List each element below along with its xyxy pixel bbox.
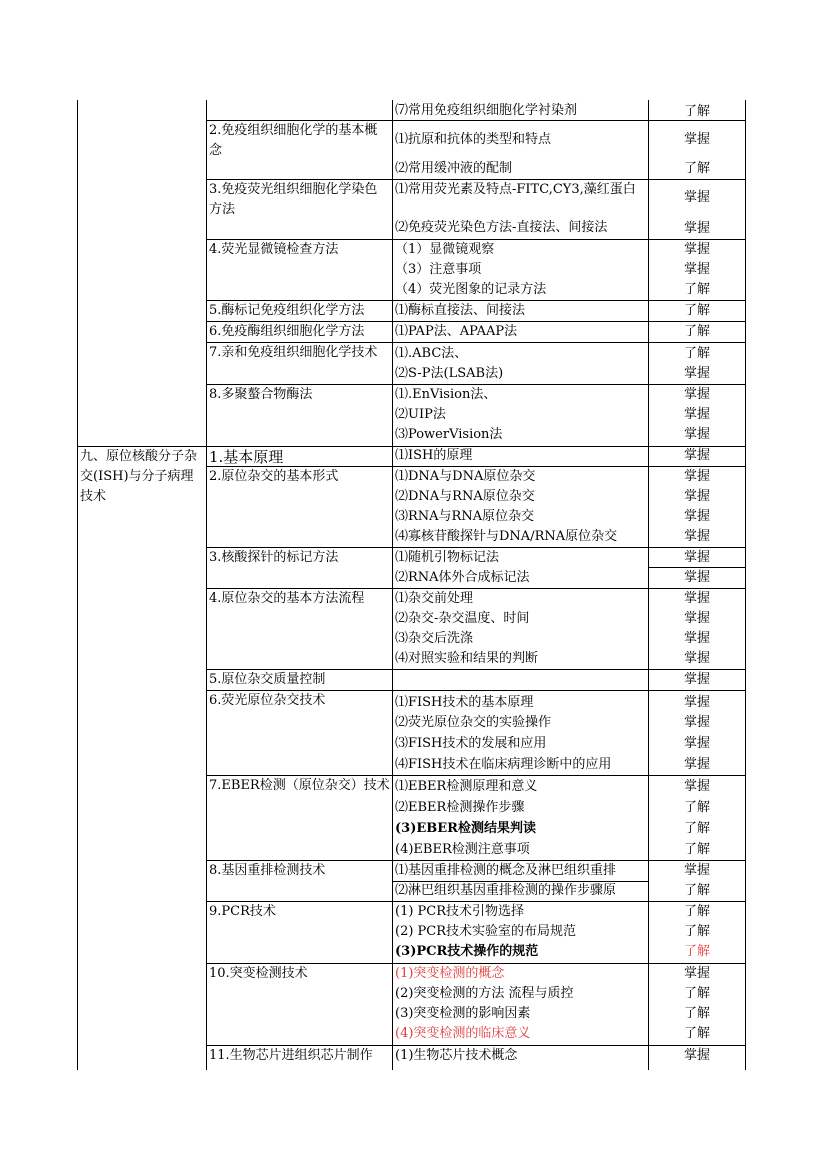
level-badge: 了解 (683, 161, 710, 176)
content-item: (2) PCR技术实验室的布局规范 (395, 924, 577, 939)
content-item: ⑴常用荧光素及特点-FITC,CY3,藻红蛋白 (395, 182, 636, 197)
content-item: ⑴基因重排检测的概念及淋巴组织重排 (395, 863, 617, 878)
level-badge: 掌握 (683, 407, 710, 422)
content-item: （3）注意事项 (395, 262, 482, 277)
content-item: ⑵RNA体外合成标记法 (395, 570, 530, 585)
topic-label: 10.突变检测技术 (209, 966, 308, 981)
level-badge: 掌握 (683, 863, 710, 878)
content-item: ⑷FISH技术在临床病理诊断中的应用 (395, 757, 612, 772)
level-badge: 掌握 (683, 651, 710, 666)
content-item: ⑵淋巴组织基因重排检测的操作步骤原 (395, 883, 617, 898)
content-item: ⑵EBER检测操作步骤 (395, 800, 525, 815)
level-badge: 掌握 (683, 736, 710, 751)
level-badge: 了解 (683, 883, 710, 898)
topic-label: 1.基本原理 (209, 448, 284, 466)
content-item: ⑵免疫荧光染色方法-直接法、间接法 (395, 220, 608, 235)
level-badge: 掌握 (683, 611, 710, 626)
content-item: ⑴酶标直接法、间接法 (395, 303, 526, 318)
level-badge: 掌握 (683, 190, 710, 205)
level-badge: 掌握 (683, 672, 710, 687)
level-badge: 掌握 (683, 427, 710, 442)
topic-label: 4.荧光显微镜检查方法 (209, 242, 339, 257)
level-badge: 了解 (683, 324, 710, 339)
topic-label: 6.免疫酶组织细胞化学方法 (209, 324, 365, 339)
topic-label: 2.免疫组织细胞化学的基本概念 (209, 123, 378, 158)
level-badge: 掌握 (683, 1048, 710, 1063)
topic-label: 2.原位杂交的基本形式 (209, 469, 339, 484)
level-badge: 掌握 (683, 779, 710, 794)
content-item: ⑷寡核苷酸探针与DNA/RNA原位杂交 (395, 529, 618, 544)
level-badge: 掌握 (683, 469, 710, 484)
level-badge: 掌握 (683, 529, 710, 544)
content-item: ⑴EBER检测原理和意义 (395, 779, 538, 794)
content-item: ⑴ISH的原理 (395, 448, 473, 463)
content-item: ⑶PowerVision法 (395, 427, 503, 442)
content-item: （4）荧光图象的记录方法 (395, 282, 547, 297)
content-item: ⑵UIP法 (395, 407, 446, 422)
content-item: (4)突变检测的临床意义 (395, 1026, 531, 1041)
level-badge: 了解 (683, 104, 710, 119)
level-badge: 了解 (683, 346, 710, 361)
content-item: ⑵S-P法(LSAB法) (395, 366, 504, 381)
content-item: ⑺常用免疫组织细胞化学衬染剂 (395, 103, 578, 118)
level-badge: 掌握 (683, 387, 710, 402)
content-item: ⑴FISH技术的基本原理 (395, 695, 534, 710)
content-item: (3)PCR技术操作的规范 (395, 944, 539, 959)
topic-label: 11.生物芯片进组织芯片制作 (209, 1048, 373, 1063)
col-border-left (77, 100, 78, 1070)
col-border-2 (392, 100, 393, 1070)
topic-label: 3.核酸探针的标记方法 (209, 550, 339, 565)
level-badge: 掌握 (683, 366, 710, 381)
level-badge: 了解 (683, 800, 710, 815)
topic-label: 8.多聚螯合物酶法 (209, 387, 313, 402)
level-badge: 掌握 (683, 757, 710, 772)
level-badge: 了解 (683, 1026, 710, 1041)
level-badge: 掌握 (683, 591, 710, 606)
level-badge: 掌握 (683, 262, 710, 277)
level-badge: 了解 (683, 1006, 710, 1021)
topic-label: 8.基因重排检测技术 (209, 863, 326, 878)
level-badge: 了解 (683, 821, 710, 836)
level-badge: 了解 (683, 904, 710, 919)
level-badge: 掌握 (683, 715, 710, 730)
topic-label: 7.EBER检测（原位杂交）技术 (209, 778, 390, 793)
level-badge: 了解 (683, 944, 710, 959)
content-item: ⑴PAP法、APAAP法 (395, 324, 518, 339)
level-badge: 掌握 (683, 448, 710, 463)
content-item: ⑴杂交前处理 (395, 591, 474, 606)
level-badge: 了解 (683, 303, 710, 318)
content-item: ⑵常用缓冲液的配制 (395, 161, 513, 176)
content-item: (3)EBER检测结果判读 (395, 821, 536, 836)
level-badge: 掌握 (683, 221, 710, 236)
level-badge: 了解 (683, 842, 710, 857)
content-item: ⑷对照实验和结果的判断 (395, 651, 539, 666)
content-item: ⑵杂交-杂交温度、时间 (395, 611, 530, 626)
level-badge: 掌握 (683, 570, 710, 585)
content-item: ⑵DNA与RNA原位杂交 (395, 489, 535, 504)
col-border-1 (206, 100, 207, 1070)
level-badge: 掌握 (683, 550, 710, 565)
content-item: (3)突变检测的影响因素 (395, 1006, 531, 1021)
content-item: (1) PCR技术引物选择 (395, 904, 525, 919)
level-badge: 掌握 (683, 242, 710, 257)
content-item: (1)突变检测的概念 (395, 966, 505, 981)
content-item: ⑶杂交后洗涤 (395, 631, 474, 646)
topic-label: 9.PCR技术 (209, 904, 276, 919)
level-badge: 了解 (683, 924, 710, 939)
topic-label: 3.免疫荧光组织细胞化学染色方法 (209, 182, 378, 217)
topic-label: 7.亲和免疫组织细胞化学技术 (209, 345, 378, 360)
content-item: ⑶FISH技术的发展和应用 (395, 736, 547, 751)
content-item: ⑴.ABC法、 (395, 346, 468, 361)
content-item: ⑴随机引物标记法 (395, 550, 500, 565)
topic-label: 4.原位杂交的基本方法流程 (209, 591, 365, 606)
level-badge: 掌握 (683, 631, 710, 646)
content-item: ⑴抗原和抗体的类型和特点 (395, 132, 552, 147)
level-badge: 掌握 (683, 489, 710, 504)
content-item: （1）显微镜观察 (395, 242, 495, 257)
level-badge: 掌握 (683, 695, 710, 710)
content-item: ⑶RNA与RNA原位杂交 (395, 509, 535, 524)
content-item: (4)EBER检测注意事项 (395, 842, 530, 857)
level-badge: 了解 (683, 282, 710, 297)
level-badge: 掌握 (683, 509, 710, 524)
level-badge: 了解 (683, 986, 710, 1001)
content-item: ⑴DNA与DNA原位杂交 (395, 469, 536, 484)
content-item: (2)突变检测的方法 流程与质控 (395, 986, 574, 1001)
topic-label: 5.酶标记免疫组织化学方法 (209, 303, 365, 318)
topic-label: 5.原位杂交质量控制 (209, 672, 326, 687)
level-badge: 掌握 (683, 966, 710, 981)
level-badge: 掌握 (683, 132, 710, 147)
section-title: 九、原位核酸分子杂交(ISH)与分子病理技术 (80, 449, 198, 504)
content-item: ⑴.EnVision法、 (395, 387, 497, 402)
topic-label: 6.荧光原位杂交技术 (209, 693, 326, 708)
content-item: ⑵荧光原位杂交的实验操作 (395, 715, 552, 730)
content-item: (1)生物芯片技术概念 (395, 1048, 518, 1063)
